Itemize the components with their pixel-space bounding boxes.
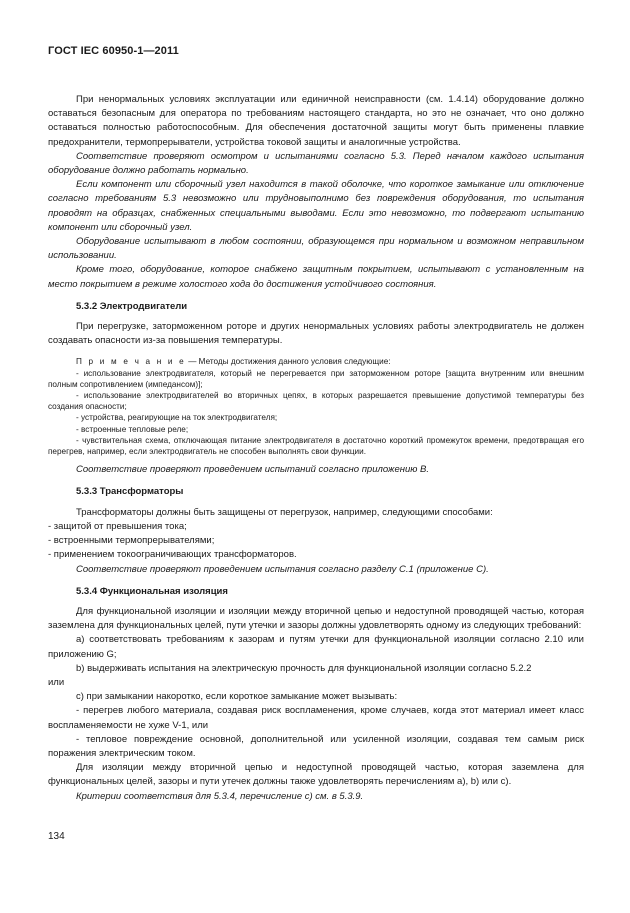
note-item: - встроенные тепловые реле; xyxy=(76,424,189,434)
list-item: c) при замыкании накоротко, если короткое замыкание может вызывать: xyxy=(76,691,398,703)
note-item: - использование электродвигателя, который не перегревается при заторможенном роторе [защита внутренним или внешним полным сопротивлением (импедансом)]; xyxy=(48,368,584,389)
section-heading: 5.3.2 Электродвигатели xyxy=(76,300,188,312)
paragraph: Оборудование испытывают в любом состоянии, образующемся при нормальном и возможном неправильном использовании. xyxy=(48,236,584,262)
note-item: - устройства, реагирующие на ток электродвигателя; xyxy=(76,413,278,423)
list-item: - защитой от превышения тока; xyxy=(48,520,187,532)
paragraph: Для изоляции между вторичной цепью и недоступной проводящей частью, которая заземлена для функциональных целей, зазоры и пути утечек должны также удовлетворять перечислениям a), b) или c). xyxy=(48,762,584,788)
note-intro xyxy=(48,356,584,367)
paragraph: Трансформаторы должны быть защищены от перегрузок, например, следующими способами: xyxy=(76,506,493,518)
section-heading: 5.3.4 Функциональная изоляция xyxy=(76,585,228,597)
note-item: - использование электродвигателей во вторичных цепях, в которых разрешается превышение допустимой температуры без создания опасности; xyxy=(48,391,584,412)
list-item: - применением токоограничивающих трансформаторов. xyxy=(48,549,297,561)
note-intro-text: — Методы достижения данного условия следующие: xyxy=(185,357,391,367)
paragraph: Для функциональной изоляции и изоляции между вторичной цепью и недоступной проводящей частью, которая заземлена для функциональных целей, пути утечки и зазоры должны удовлетворять одному из следующих требований: xyxy=(48,605,584,632)
compliance-paragraph: Соответствие проверяют проведением испытания согласно разделу С.1 (приложение С). xyxy=(76,563,489,575)
paragraph: Если компонент или сборочный узел находится в такой оболочке, что короткое замыкание или отключение согласно требованиям 5.3 невозможно или трудновыполнимо без повреждения оборудования, то испытания проводят на образцах, снабженных специальными выводами. Если это невозможно, то подвергают испытанию компонент или сборочный узел. xyxy=(48,179,584,233)
page-number: 134 xyxy=(48,831,65,842)
list-item: b) выдерживать испытания на электрическую прочность для функциональной изоляции согласно 5.2.2 xyxy=(76,662,532,674)
compliance-paragraph: Соответствие проверяют проведением испытаний согласно приложению В. xyxy=(76,464,430,476)
list-subitem: - тепловое повреждение основной, дополнительной или усиленной изоляции, создавая тем самым риск поражения электрическим током. xyxy=(48,733,584,759)
list-connector: или xyxy=(48,676,65,688)
compliance-paragraph: Соответствие проверяют осмотром и испытаниями согласно 5.3. Перед началом каждого испытания оборудование должно работать нормально. xyxy=(48,150,584,177)
list-item: a) соответствовать требованиям к зазорам и путям утечки для функциональной изоляции согласно 2.10 или приложению G; xyxy=(48,634,584,660)
page-body xyxy=(48,93,584,804)
paragraph: При перегрузке, заторможенном роторе и других ненормальных условиях работы электродвигатель не должен создавать опасности из-за повышения температуры. xyxy=(48,321,584,347)
list-subitem: - перегрев любого материала, создавая риск воспламенения, кроме случаев, когда этот материал имеет класс воспламеняемости не хуже V-1, или xyxy=(48,705,584,731)
paragraph: Кроме того, оборудование, которое снабжено защитным покрытием, испытывают с установленным на место покрытием в режиме холостого хода до достижения устойчивого состояния. xyxy=(48,264,584,290)
note-block xyxy=(48,356,584,457)
note-label: П р и м е ч а н и е xyxy=(76,357,186,367)
note-item: - чувствительная схема, отключающая питание электродвигателя в достаточно короткий промежуток времени, предотвращая его перегрев, например, если электродвигатель не способен выполнять свои функции. xyxy=(48,435,584,457)
paragraph: При ненормальных условиях эксплуатации или единичной неисправности (см. 1.4.14) оборудование должно оставаться безопасным для оператора по требованиям настоящего стандарта, но это не означает, что оно должно оставаться полностью работоспособным. Для обеспечения достаточной защиты могут быть применены плавкие предохранители, термопрерыватели, устройства токовой защиты и аналогичные устройства. xyxy=(48,94,584,148)
running-header: ГОСТ IEC 60950-1—2011 xyxy=(48,45,179,57)
section-heading: 5.3.3 Трансформаторы xyxy=(76,486,184,498)
list-item: - встроенными термопрерывателями; xyxy=(48,535,215,547)
criteria-paragraph: Критерии соответствия для 5.3.4, перечисление с) см. в 5.3.9. xyxy=(76,790,364,802)
